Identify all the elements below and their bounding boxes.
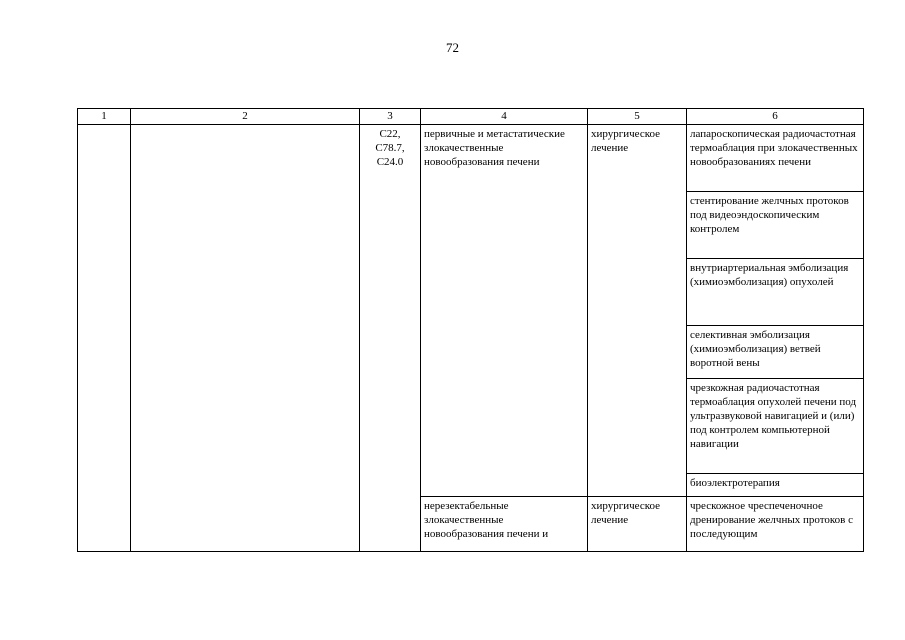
procedures-table — [77, 108, 864, 552]
cell-condition: нерезектабельные злокачественные новообразования печени и — [421, 497, 588, 552]
column-header-5: 5 — [588, 109, 687, 125]
column-header-1: 1 — [78, 109, 131, 125]
cell-method: биоэлектротерапия — [687, 474, 864, 497]
header-row — [78, 109, 864, 125]
cell-treatment: хирургическое лечение — [588, 497, 687, 552]
cell-icd-codes: C22, C78.7, C24.0 — [360, 125, 421, 552]
cell-method: лапароскопическая радиочастотная термоаблация при злокачественных новообразованиях печени — [687, 125, 864, 192]
column-header-3: 3 — [360, 109, 421, 125]
column-header-2: 2 — [131, 109, 360, 125]
column-header-6: 6 — [687, 109, 864, 125]
cell-treatment: хирургическое лечение — [588, 125, 687, 497]
cell-method: внутриартериальная эмболизация (химиоэмболизация) опухолей — [687, 259, 864, 326]
cell-condition: первичные и метастатические злокачественные новообразования печени — [421, 125, 588, 497]
cell-number — [78, 125, 131, 552]
table-row — [78, 125, 864, 192]
column-header-4: 4 — [421, 109, 588, 125]
cell-profile — [131, 125, 360, 552]
page-number: 72 — [446, 40, 459, 55]
cell-method: селективная эмболизация (химиоэмболизация) ветвей воротной вены — [687, 326, 864, 379]
cell-method: стентирование желчных протоков под видеоэндоскопическим контролем — [687, 192, 864, 259]
cell-method: чрескожное чреспеченочное дренирование желчных протоков с последующим — [687, 497, 864, 552]
cell-method: чрезкожная радиочастотная термоаблация опухолей печени под ультразвуковой навигацией и (или) под контролем компьютерной навигации — [687, 379, 864, 474]
